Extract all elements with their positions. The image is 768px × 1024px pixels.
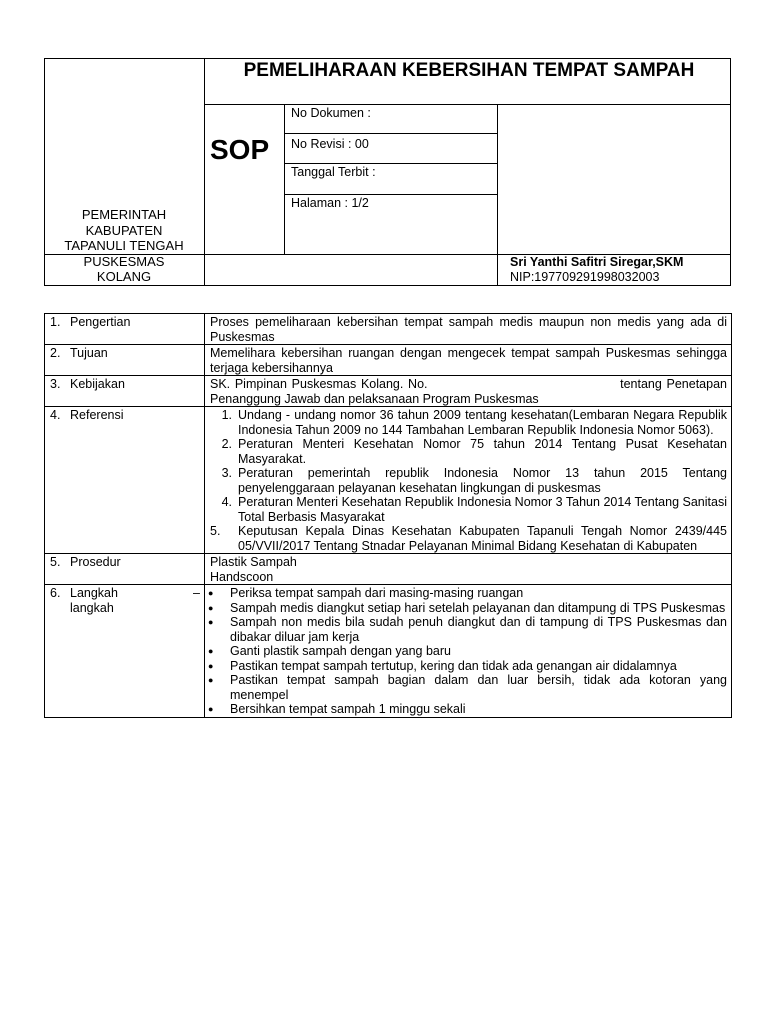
list-item bbox=[210, 466, 727, 495]
item-number: 2. bbox=[221, 437, 232, 451]
list-item bbox=[207, 615, 727, 644]
row-referensi bbox=[45, 407, 732, 554]
row-label-line-1: Langkah bbox=[70, 586, 118, 600]
row-prosedur bbox=[45, 554, 732, 585]
pengertian-text: Proses pemeliharaan kebersihan tempat sampah medis maupun non medis yang ada di Puskesmas bbox=[205, 314, 732, 345]
row-label: Tujuan bbox=[70, 346, 108, 360]
row-number: 3. bbox=[50, 377, 61, 391]
list-item bbox=[207, 586, 727, 601]
sop-column-divider bbox=[284, 104, 285, 254]
row-label: Prosedur bbox=[70, 555, 121, 569]
langkah-list bbox=[207, 586, 727, 717]
item-number: 4. bbox=[221, 495, 232, 509]
bullet-icon: ● bbox=[208, 646, 214, 656]
row-number-spacer bbox=[50, 601, 70, 616]
item-text: Pastikan tempat sampah bagian dalam dan luar bersih, tidak ada kotoran yang menempel bbox=[230, 673, 727, 702]
row-number: 1. bbox=[50, 315, 61, 329]
row-pengertian bbox=[45, 314, 732, 345]
docinfo-row-line-2 bbox=[284, 163, 497, 164]
list-item bbox=[207, 601, 727, 616]
item-text: Peraturan Menteri Kesehatan Republik Indonesia Nomor 3 Tahun 2014 Tentang Sanitasi Total Berbasis Masyarakat bbox=[238, 495, 727, 524]
docinfo-row-line-1 bbox=[284, 133, 497, 134]
row-label: Pengertian bbox=[70, 315, 131, 329]
item-text: Undang - undang nomor 36 tahun 2009 tentang kesehatan(Lembaran Negara Republik Indonesia Tahun 2009 no 144 Tambahan Lembaran Republik Indonesia Nomor 5063). bbox=[238, 408, 727, 437]
org-line-3: TAPANULI TENGAH bbox=[64, 238, 184, 253]
list-item bbox=[210, 408, 727, 437]
item-text: Bersihkan tempat sampah 1 minggu sekali bbox=[230, 702, 466, 716]
row-label-dash: – bbox=[193, 586, 200, 600]
row-number: 5. bbox=[50, 555, 61, 569]
list-item bbox=[207, 702, 727, 717]
label-cell bbox=[45, 554, 205, 585]
no-revisi-field: No Revisi : 00 bbox=[291, 137, 369, 151]
sop-label: SOP bbox=[210, 134, 270, 165]
item-text: Periksa tempat sampah dari masing-masing ruangan bbox=[230, 586, 524, 600]
row-label-line-2: langkah bbox=[70, 600, 114, 615]
list-item bbox=[210, 495, 727, 524]
bullet-icon: ● bbox=[208, 617, 214, 627]
signer-name: Sri Yanthi Safitri Siregar,SKM bbox=[510, 255, 684, 269]
docinfo-column-divider bbox=[497, 104, 498, 286]
sop-content-table bbox=[44, 313, 732, 718]
item-text: Pastikan tempat sampah tertutup, kering dan tidak ada genangan air didalamnya bbox=[230, 658, 677, 673]
no-dokumen-field: No Dokumen : bbox=[291, 106, 371, 120]
row-label: Referensi bbox=[70, 408, 124, 422]
item-number: 1. bbox=[221, 408, 232, 422]
prosedur-line: Plastik Sampah bbox=[210, 555, 297, 569]
item-text: Peraturan pemerintah republik Indonesia Nomor 13 tahun 2015 Tentang penyelenggaraan pelayanan kesehatan lingkungan di puskesmas bbox=[238, 466, 727, 495]
logo-column-divider bbox=[204, 58, 205, 286]
row-langkah bbox=[45, 585, 732, 718]
unit-line-1: PUSKESMAS bbox=[83, 254, 165, 269]
prosedur-line: Handscoon bbox=[210, 569, 274, 584]
item-text: Keputusan Kepala Dinas Kesehatan Kabupaten Tapanuli Tengah Nomor 2439/445 05/VVII/2017 Tentang Stnadar Pelayanan Minimal Bidang Kesehatan di Kabupaten bbox=[238, 524, 727, 553]
item-text: Ganti plastik sampah dengan yang baru bbox=[230, 644, 451, 658]
item-number: 3. bbox=[221, 466, 232, 480]
label-cell bbox=[45, 585, 205, 718]
bullet-icon: ● bbox=[208, 660, 214, 671]
label-cell bbox=[45, 314, 205, 345]
row-kebijakan bbox=[45, 376, 732, 407]
referensi-list bbox=[210, 408, 727, 553]
list-item bbox=[207, 644, 727, 659]
item-text: Sampah non medis bila sudah penuh diangkut dan di tampung di TPS Puskesmas dan dibakar diluar jam kerja bbox=[230, 615, 727, 644]
row-number: 4. bbox=[50, 408, 61, 422]
signer-nip: NIP:197709291998032003 bbox=[510, 270, 660, 284]
bullet-icon: ● bbox=[208, 588, 214, 598]
tanggal-terbit-field: Tanggal Terbit : bbox=[291, 165, 376, 179]
unit-line-2: KOLANG bbox=[96, 268, 152, 284]
label-cell bbox=[45, 407, 205, 554]
docinfo-row-line-3 bbox=[284, 194, 497, 195]
bullet-icon: ● bbox=[208, 675, 214, 685]
unit-name bbox=[44, 255, 204, 284]
tujuan-text: Memelihara kebersihan ruangan dengan mengecek tempat sampah Puskesmas sehingga terjaga kebersihannya bbox=[205, 345, 732, 376]
row-number: 6. bbox=[50, 586, 61, 600]
list-item bbox=[207, 659, 727, 674]
org-name bbox=[44, 207, 204, 254]
row-tujuan bbox=[45, 345, 732, 376]
item-text: Sampah medis diangkut setiap hari setelah pelayanan dan ditampung di TPS Puskesmas bbox=[230, 600, 726, 615]
label-cell bbox=[45, 376, 205, 407]
header-block bbox=[44, 58, 731, 286]
list-item bbox=[207, 673, 727, 702]
item-number: 5. bbox=[210, 524, 221, 538]
bullet-icon: ● bbox=[208, 704, 214, 714]
item-text: Peraturan Menteri Kesehatan Nomor 75 tahun 2014 Tentang Pusat Kesehatan Masyarakat. bbox=[238, 437, 727, 466]
document-title: PEMELIHARAAN KEBERSIHAN TEMPAT SAMPAH bbox=[243, 60, 695, 81]
kebijakan-text: SK. Pimpinan Puskesmas Kolang. No. tentang Penetapan Penanggung Jawab dan pelaksanaan Program Puskesmas bbox=[205, 376, 732, 407]
prosedur-cell bbox=[205, 554, 732, 585]
bullet-icon: ● bbox=[208, 602, 214, 613]
row-label: Kebijakan bbox=[70, 377, 125, 391]
org-line-2: KABUPATEN bbox=[85, 222, 163, 238]
halaman-field: Halaman : 1/2 bbox=[291, 196, 369, 210]
row-number: 2. bbox=[50, 346, 61, 360]
langkah-cell bbox=[205, 585, 732, 718]
list-item bbox=[210, 437, 727, 466]
row-label bbox=[70, 586, 200, 601]
list-item bbox=[210, 524, 727, 553]
label-cell bbox=[45, 345, 205, 376]
org-line-1: PEMERINTAH bbox=[81, 207, 167, 222]
referensi-cell bbox=[205, 407, 732, 554]
